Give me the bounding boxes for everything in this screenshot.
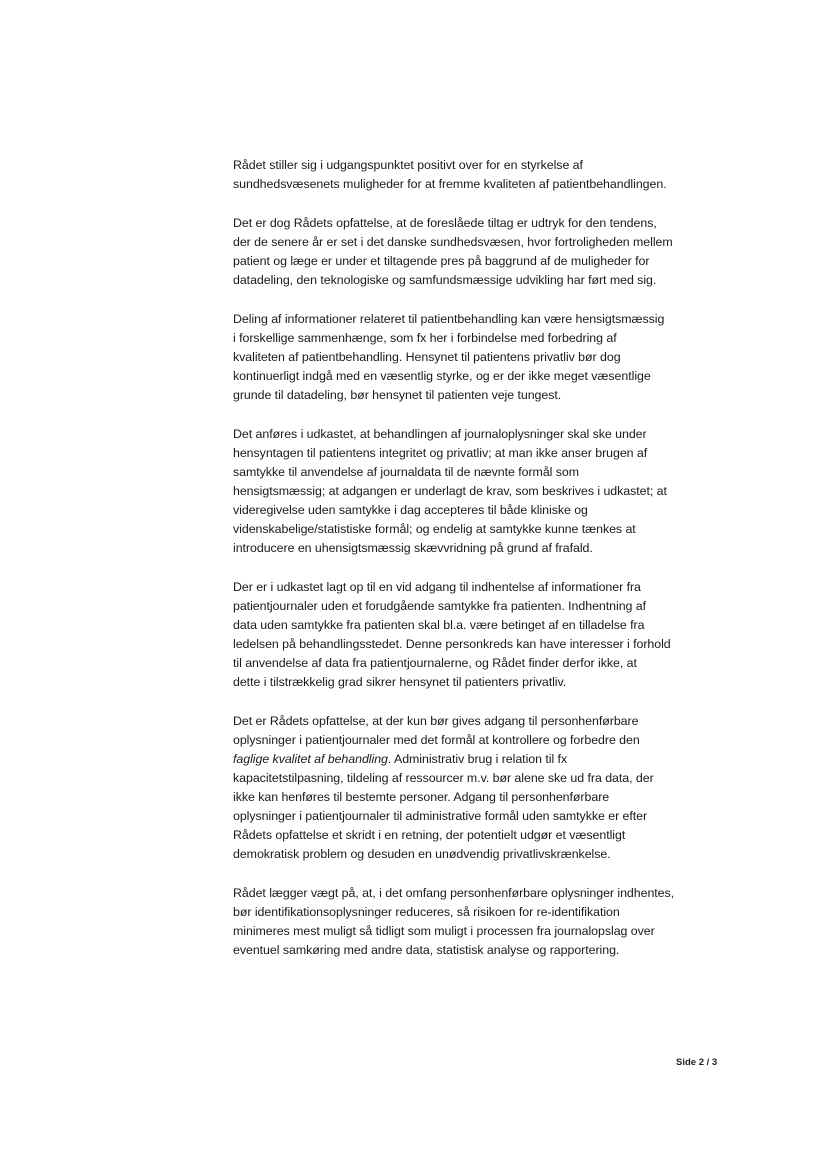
text-line: videnskabelige/statistiske formål; og endelig at samtykke kunne tænkes at bbox=[233, 522, 636, 536]
paragraph-4 bbox=[233, 425, 728, 559]
text-line: introducere en uhensigtsmæssig skævvridning på grund af frafald. bbox=[233, 541, 593, 556]
text-line: samtykke til anvendelse af journaldata til de nævnte formål som bbox=[233, 464, 580, 479]
text-line: der de senere år er set i det danske sundhedsvæsen, hvor fortroligheden mellem bbox=[233, 234, 673, 249]
text-line: Deling af informationer relateret til patientbehandling kan være hensigtsmæssig bbox=[233, 311, 665, 326]
text-line: Rådet lægger vægt på, at, i det omfang personhenførbare oplysninger indhentes, bbox=[233, 886, 675, 900]
text-line: ikke kan henføres til bestemte personer. Adgang til personhenførbare bbox=[233, 790, 610, 805]
text-line: datadeling, den teknologiske og samfundsmæssige udvikling har ført med sig. bbox=[233, 272, 657, 287]
text-line: sundhedsvæsenets muligheder for at fremme kvaliteten af patientbehandlingen. bbox=[233, 177, 667, 192]
emphasized-phrase: faglige kvalitet af behandling bbox=[233, 751, 388, 766]
text-line: data uden samtykke fra patienten skal bl.a. være betinget af en tilladelse fra bbox=[233, 617, 645, 632]
text-line: patientjournaler uden et forudgående samtykke fra patienten. Indhentning af bbox=[233, 598, 647, 613]
text-line: Det er Rådets opfattelse, at der kun bør gives adgang til personhenførbare bbox=[233, 713, 639, 728]
text-line: Det er dog Rådets opfattelse, at de foreslåede tiltag er udtryk for den tendens, bbox=[233, 215, 657, 230]
text-line: minimeres mest muligt så tidligt som muligt i processen fra journalopslag over bbox=[233, 924, 655, 939]
page-number: Side 2 / 3 bbox=[676, 1057, 718, 1068]
paragraph-6 bbox=[233, 712, 728, 865]
text-line: kvaliteten af patientbehandling. Hensynet til patientens privatliv bør dog bbox=[233, 349, 621, 364]
text-line: bør identifikationsoplysninger reduceres, så risikoen for re-identifikation bbox=[233, 905, 620, 920]
text-line: grunde til datadeling, bør hensynet til patienten veje tungest. bbox=[233, 387, 562, 402]
text-line: dette i tilstrækkelig grad sikrer hensynet til patienters privatliv. bbox=[233, 675, 567, 690]
paragraph-5 bbox=[233, 578, 728, 693]
text-line-with-emphasis bbox=[233, 750, 728, 769]
text-line: kontinuerligt indgå med en væsentlig styrke, og er der ikke meget væsentlige bbox=[233, 368, 651, 383]
text-line: videregivelse uden samtykke i dag accepteres til både kliniske og bbox=[233, 502, 588, 517]
text-line: demokratisk problem og desuden en unødvendig privatlivskrænkelse. bbox=[233, 847, 611, 862]
text-line: oplysninger i patientjournaler til administrative formål uden samtykke er efter bbox=[233, 809, 648, 824]
text-line: oplysninger i patientjournaler med det formål at kontrollere og forbedre den bbox=[233, 732, 640, 747]
text-line: Rådets opfattelse et skridt i en retning, der potentielt udgør et væsentligt bbox=[233, 828, 626, 843]
paragraph-7 bbox=[233, 884, 728, 960]
text-line: eventuel samkøring med andre data, statistisk analyse og rapportering. bbox=[233, 943, 620, 958]
text-fragment: . Administrativ brug i relation til fx bbox=[387, 751, 568, 766]
text-line: til anvendelse af data fra patientjournalerne, og Rådet finder derfor ikke, at bbox=[233, 656, 637, 671]
text-line: patient og læge er under et tiltagende pres på baggrund af de muligheder for bbox=[233, 253, 650, 268]
paragraph-1 bbox=[233, 156, 728, 194]
paragraph-2 bbox=[233, 214, 728, 290]
text-line: Der er i udkastet lagt op til en vid adgang til indhentelse af informationer fra bbox=[233, 579, 641, 594]
text-line: hensigtsmæssig; at adgangen er underlagt de krav, som beskrives i udkastet; at bbox=[233, 483, 667, 498]
text-line: hensyntagen til patientens integritet og privatliv; at man ikke anser brugen af bbox=[233, 445, 648, 460]
text-line: Rådet stiller sig i udgangspunktet positivt over for en styrkelse af bbox=[233, 158, 583, 172]
text-line: ledelsen på behandlingsstedet. Denne personkreds kan have interesser i forhold bbox=[233, 636, 671, 651]
text-line: Det anføres i udkastet, at behandlingen af journaloplysninger skal ske under bbox=[233, 426, 647, 441]
document-body bbox=[233, 156, 728, 980]
text-line: i forskellige sammenhænge, som fx her i forbindelse med forbedring af bbox=[233, 330, 617, 345]
text-line: kapacitetstilpasning, tildeling af ressourcer m.v. bør alene ske ud fra data, der bbox=[233, 771, 654, 786]
paragraph-3 bbox=[233, 310, 728, 405]
